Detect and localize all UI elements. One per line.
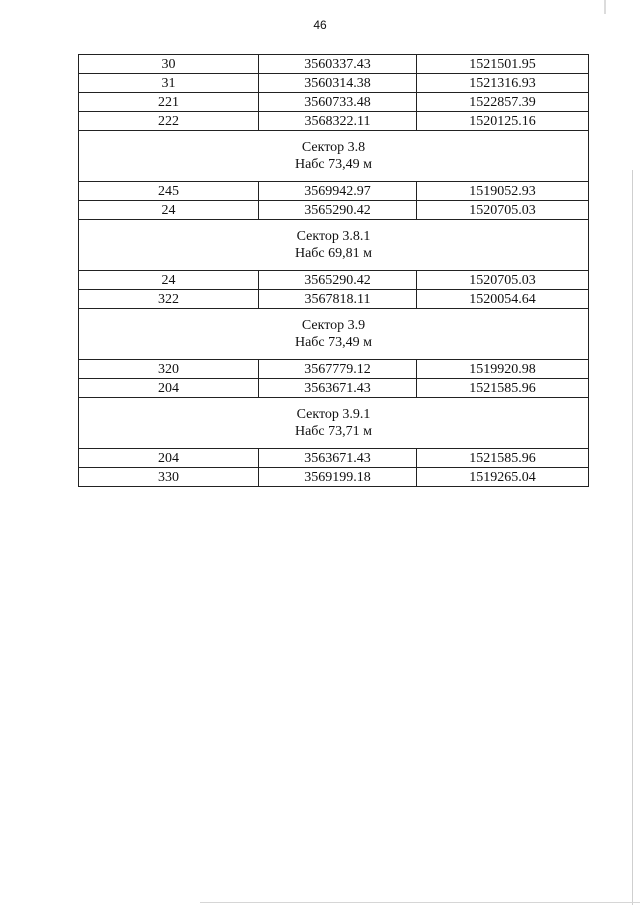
scan-bottom-edge	[200, 902, 640, 903]
point-number-cell: 204	[79, 379, 259, 398]
point-number-cell: 330	[79, 468, 259, 487]
x-coordinate-cell: 3569199.18	[259, 468, 417, 487]
point-number-cell: 204	[79, 449, 259, 468]
point-number-cell: 322	[79, 290, 259, 309]
sector-header-cell	[79, 309, 589, 360]
x-coordinate-cell: 3565290.42	[259, 271, 417, 290]
table-row	[79, 201, 589, 220]
sector-title: Сектор 3.8.1	[296, 229, 371, 244]
scan-edge-mark	[604, 0, 606, 14]
y-coordinate-cell: 1522857.39	[417, 93, 589, 112]
point-number-cell: 245	[79, 182, 259, 201]
y-coordinate-cell: 1521585.96	[417, 449, 589, 468]
y-coordinate-cell: 1520125.16	[417, 112, 589, 131]
table-row	[79, 55, 589, 74]
point-number-cell: 30	[79, 55, 259, 74]
point-number-cell: 31	[79, 74, 259, 93]
x-coordinate-cell: 3563671.43	[259, 449, 417, 468]
sector-header-row	[79, 131, 589, 182]
table-row	[79, 112, 589, 131]
sector-header-row	[79, 309, 589, 360]
point-number-cell: 24	[79, 271, 259, 290]
x-coordinate-cell: 3560733.48	[259, 93, 417, 112]
table-row	[79, 290, 589, 309]
sector-height: Набс 73,49 м	[294, 335, 373, 350]
point-number-cell: 320	[79, 360, 259, 379]
table-row	[79, 182, 589, 201]
scan-right-edge	[632, 170, 633, 905]
table-row	[79, 379, 589, 398]
sector-header-row	[79, 398, 589, 449]
y-coordinate-cell: 1519052.93	[417, 182, 589, 201]
point-number-cell: 222	[79, 112, 259, 131]
point-number-cell: 221	[79, 93, 259, 112]
y-coordinate-cell: 1521501.95	[417, 55, 589, 74]
table-row	[79, 74, 589, 93]
x-coordinate-cell: 3568322.11	[259, 112, 417, 131]
table-row	[79, 93, 589, 112]
x-coordinate-cell: 3565290.42	[259, 201, 417, 220]
table-row	[79, 360, 589, 379]
sector-height: Набс 69,81 м	[294, 246, 373, 261]
y-coordinate-cell: 1520705.03	[417, 201, 589, 220]
y-coordinate-cell: 1519920.98	[417, 360, 589, 379]
sector-header-cell	[79, 131, 589, 182]
sector-header-cell	[79, 220, 589, 271]
x-coordinate-cell: 3563671.43	[259, 379, 417, 398]
y-coordinate-cell: 1521316.93	[417, 74, 589, 93]
y-coordinate-cell: 1520705.03	[417, 271, 589, 290]
x-coordinate-cell: 3560337.43	[259, 55, 417, 74]
y-coordinate-cell: 1519265.04	[417, 468, 589, 487]
sector-height: Набс 73,49 м	[294, 157, 373, 172]
table-row	[79, 468, 589, 487]
x-coordinate-cell: 3569942.97	[259, 182, 417, 201]
x-coordinate-cell: 3560314.38	[259, 74, 417, 93]
table-row	[79, 271, 589, 290]
sector-title: Сектор 3.8	[301, 140, 366, 155]
coordinates-table	[78, 54, 589, 487]
sector-title: Сектор 3.9.1	[296, 407, 371, 422]
x-coordinate-cell: 3567818.11	[259, 290, 417, 309]
x-coordinate-cell: 3567779.12	[259, 360, 417, 379]
point-number-cell: 24	[79, 201, 259, 220]
sector-height: Набс 73,71 м	[294, 424, 373, 439]
table-row	[79, 449, 589, 468]
sector-header-cell	[79, 398, 589, 449]
y-coordinate-cell: 1521585.96	[417, 379, 589, 398]
page-number: 46	[313, 18, 327, 32]
y-coordinate-cell: 1520054.64	[417, 290, 589, 309]
sector-title: Сектор 3.9	[301, 318, 366, 333]
sector-header-row	[79, 220, 589, 271]
